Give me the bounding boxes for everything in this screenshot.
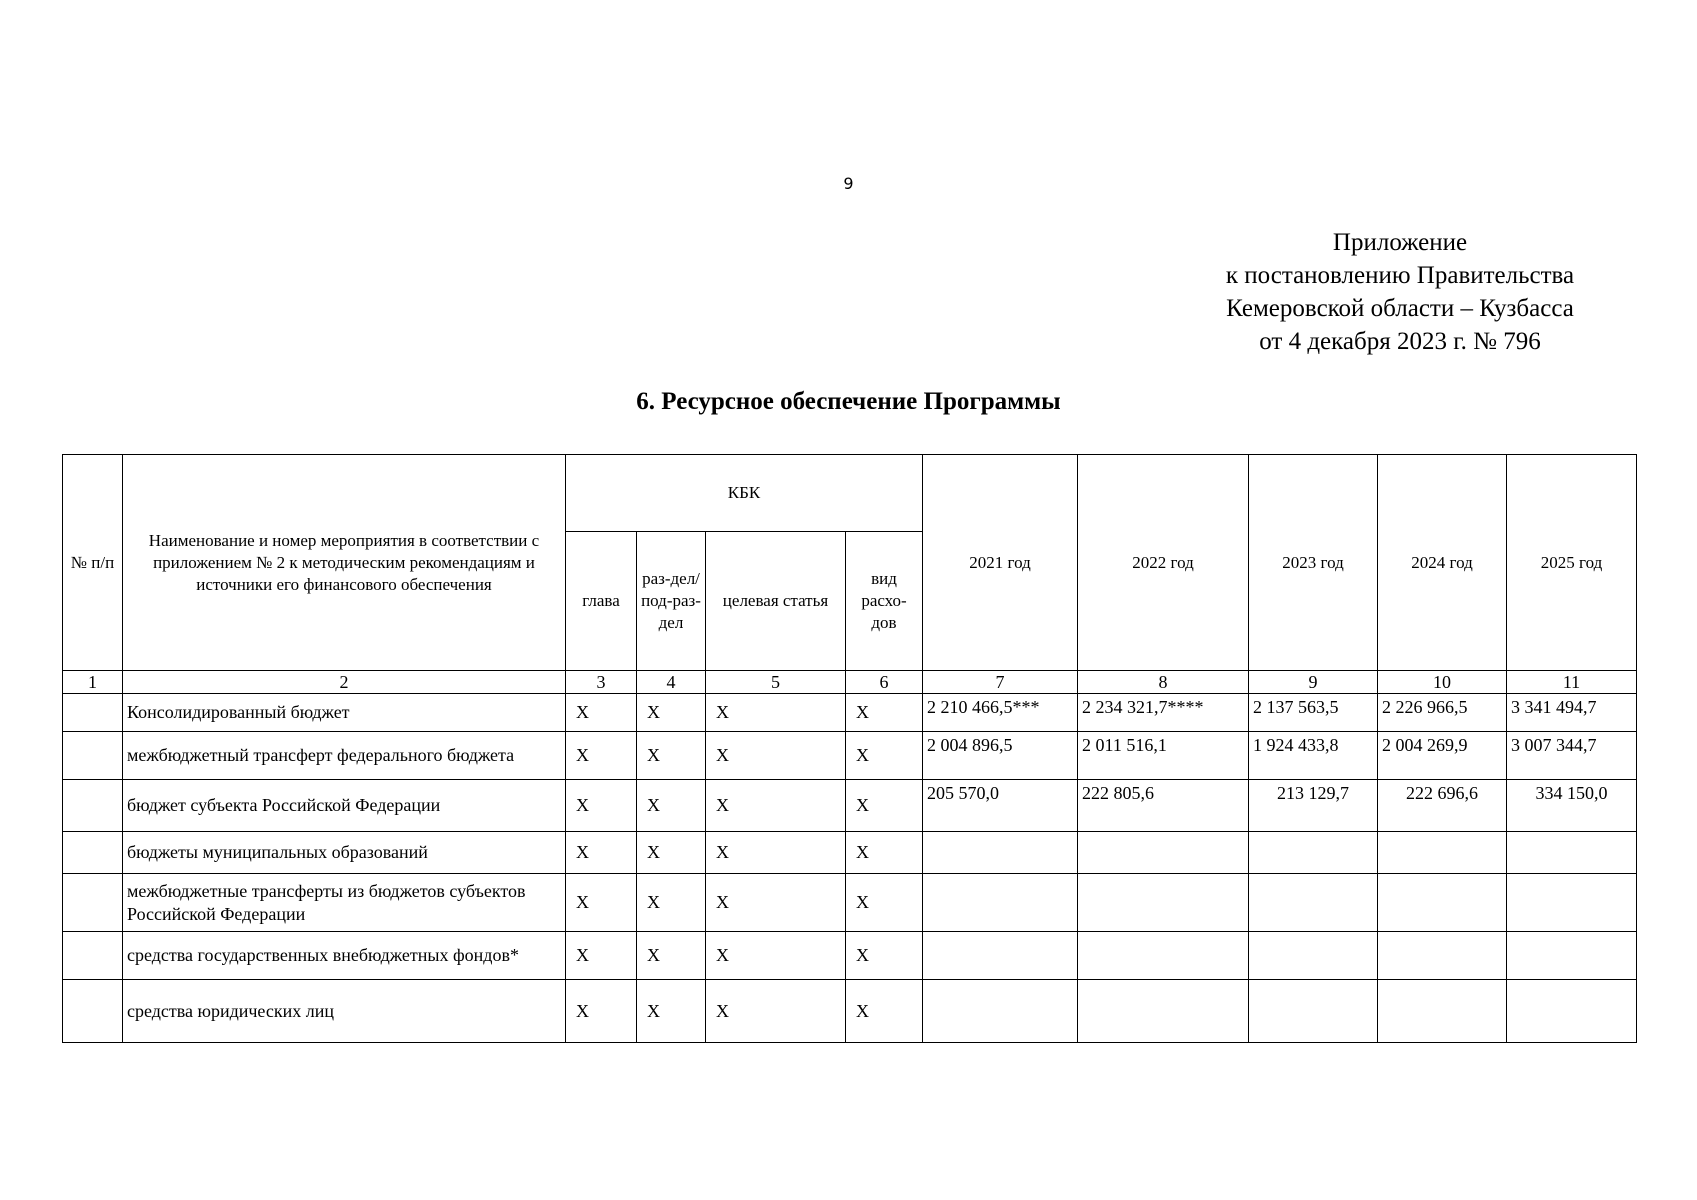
value-2025: 3 007 344,7	[1507, 732, 1637, 780]
column-number: 5	[706, 671, 846, 694]
value-2021: 2 210 466,5***	[923, 694, 1078, 732]
value-2023	[1249, 832, 1378, 874]
value-2025	[1507, 932, 1637, 980]
row-name: средства государственных внебюджетных фондов*	[123, 932, 566, 980]
header-vid: вид расхо-дов	[846, 532, 923, 671]
table-row	[63, 980, 1637, 1043]
column-number: 1	[63, 671, 123, 694]
kbk-glava: X	[566, 980, 637, 1043]
value-2025	[1507, 874, 1637, 932]
header-num: № п/п	[63, 455, 123, 671]
row-number	[63, 732, 123, 780]
value-2021	[923, 874, 1078, 932]
value-2024	[1378, 832, 1507, 874]
page-number: 9	[843, 174, 854, 193]
appendix-line-1: Приложение	[1332, 229, 1468, 256]
value-2022: 222 805,6	[1078, 780, 1249, 832]
value-2024	[1378, 980, 1507, 1043]
column-number: 9	[1249, 671, 1378, 694]
kbk-vid: X	[846, 874, 923, 932]
row-number	[63, 874, 123, 932]
column-number: 4	[637, 671, 706, 694]
value-2025: 3 341 494,7	[1507, 694, 1637, 732]
kbk-razdel: X	[637, 694, 706, 732]
table-row	[63, 932, 1637, 980]
row-number	[63, 694, 123, 732]
row-name: Консолидированный бюджет	[123, 694, 566, 732]
value-2023	[1249, 980, 1378, 1043]
column-number: 2	[123, 671, 566, 694]
row-name: бюджет субъекта Российской Федерации	[123, 780, 566, 832]
kbk-vid: X	[846, 780, 923, 832]
kbk-razdel: X	[637, 932, 706, 980]
kbk-glava: X	[566, 932, 637, 980]
row-number	[63, 980, 123, 1043]
kbk-celevaya: X	[706, 932, 846, 980]
value-2025	[1507, 980, 1637, 1043]
header-2023: 2023 год	[1249, 455, 1378, 671]
header-celevaya: целевая статья	[706, 532, 846, 671]
row-number	[63, 932, 123, 980]
kbk-vid: X	[846, 980, 923, 1043]
value-2021: 2 004 896,5	[923, 732, 1078, 780]
value-2023	[1249, 932, 1378, 980]
header-2022: 2022 год	[1078, 455, 1249, 671]
column-number: 8	[1078, 671, 1249, 694]
kbk-celevaya: X	[706, 980, 846, 1043]
column-number: 11	[1507, 671, 1637, 694]
resource-table	[62, 454, 1637, 1043]
kbk-glava: X	[566, 732, 637, 780]
value-2021	[923, 980, 1078, 1043]
table-row	[63, 780, 1637, 832]
kbk-vid: X	[846, 694, 923, 732]
section-title: 6. Ресурсное обеспечение Программы	[636, 388, 1061, 415]
appendix-line-2: к постановлению Правительства	[1225, 262, 1575, 289]
kbk-glava: X	[566, 694, 637, 732]
value-2022: 2 011 516,1	[1078, 732, 1249, 780]
kbk-glava: X	[566, 874, 637, 932]
value-2022: 2 234 321,7****	[1078, 694, 1249, 732]
kbk-celevaya: X	[706, 694, 846, 732]
row-name: средства юридических лиц	[123, 980, 566, 1043]
header-2024: 2024 год	[1378, 455, 1507, 671]
kbk-glava: X	[566, 780, 637, 832]
value-2024	[1378, 874, 1507, 932]
kbk-vid: X	[846, 732, 923, 780]
value-2025: 334 150,0	[1507, 780, 1637, 832]
kbk-glava: X	[566, 832, 637, 874]
value-2023: 213 129,7	[1249, 780, 1378, 832]
table-row	[63, 874, 1637, 932]
row-name: межбюджетный трансферт федерального бюджета	[123, 732, 566, 780]
row-name: бюджеты муниципальных образований	[123, 832, 566, 874]
kbk-vid: X	[846, 832, 923, 874]
kbk-razdel: X	[637, 732, 706, 780]
appendix-line-3: Кемеровской области – Кузбасса	[1226, 295, 1574, 322]
column-number: 3	[566, 671, 637, 694]
row-number	[63, 780, 123, 832]
value-2024: 2 004 269,9	[1378, 732, 1507, 780]
appendix-line-4: от 4 декабря 2023 г. № 796	[1259, 328, 1541, 355]
value-2021: 205 570,0	[923, 780, 1078, 832]
kbk-celevaya: X	[706, 832, 846, 874]
value-2024: 222 696,6	[1378, 780, 1507, 832]
value-2024: 2 226 966,5	[1378, 694, 1507, 732]
row-number	[63, 832, 123, 874]
kbk-celevaya: X	[706, 780, 846, 832]
table-row	[63, 694, 1637, 732]
value-2021	[923, 932, 1078, 980]
header-razdel: раз-дел/ под-раз-дел	[637, 532, 706, 671]
kbk-razdel: X	[637, 980, 706, 1043]
value-2021	[923, 832, 1078, 874]
value-2025	[1507, 832, 1637, 874]
kbk-razdel: X	[637, 874, 706, 932]
column-number: 10	[1378, 671, 1507, 694]
value-2023	[1249, 874, 1378, 932]
row-name: межбюджетные трансферты из бюджетов субъектов Российской Федерации	[123, 874, 566, 932]
value-2022	[1078, 874, 1249, 932]
kbk-celevaya: X	[706, 874, 846, 932]
appendix-block	[1180, 226, 1620, 358]
header-name: Наименование и номер мероприятия в соответствии с приложением № 2 к методическим рекомендациям и источники его финансового обеспечения	[123, 455, 566, 671]
header-2025: 2025 год	[1507, 455, 1637, 671]
header-glava: глава	[566, 532, 637, 671]
value-2022	[1078, 832, 1249, 874]
header-kbk: КБК	[566, 455, 923, 532]
header-2021: 2021 год	[923, 455, 1078, 671]
value-2023: 1 924 433,8	[1249, 732, 1378, 780]
value-2024	[1378, 932, 1507, 980]
kbk-celevaya: X	[706, 732, 846, 780]
table-row	[63, 732, 1637, 780]
column-number: 7	[923, 671, 1078, 694]
column-number: 6	[846, 671, 923, 694]
kbk-razdel: X	[637, 832, 706, 874]
table-row	[63, 832, 1637, 874]
value-2022	[1078, 932, 1249, 980]
kbk-razdel: X	[637, 780, 706, 832]
value-2022	[1078, 980, 1249, 1043]
column-number-row	[63, 671, 1637, 694]
value-2023: 2 137 563,5	[1249, 694, 1378, 732]
kbk-vid: X	[846, 932, 923, 980]
